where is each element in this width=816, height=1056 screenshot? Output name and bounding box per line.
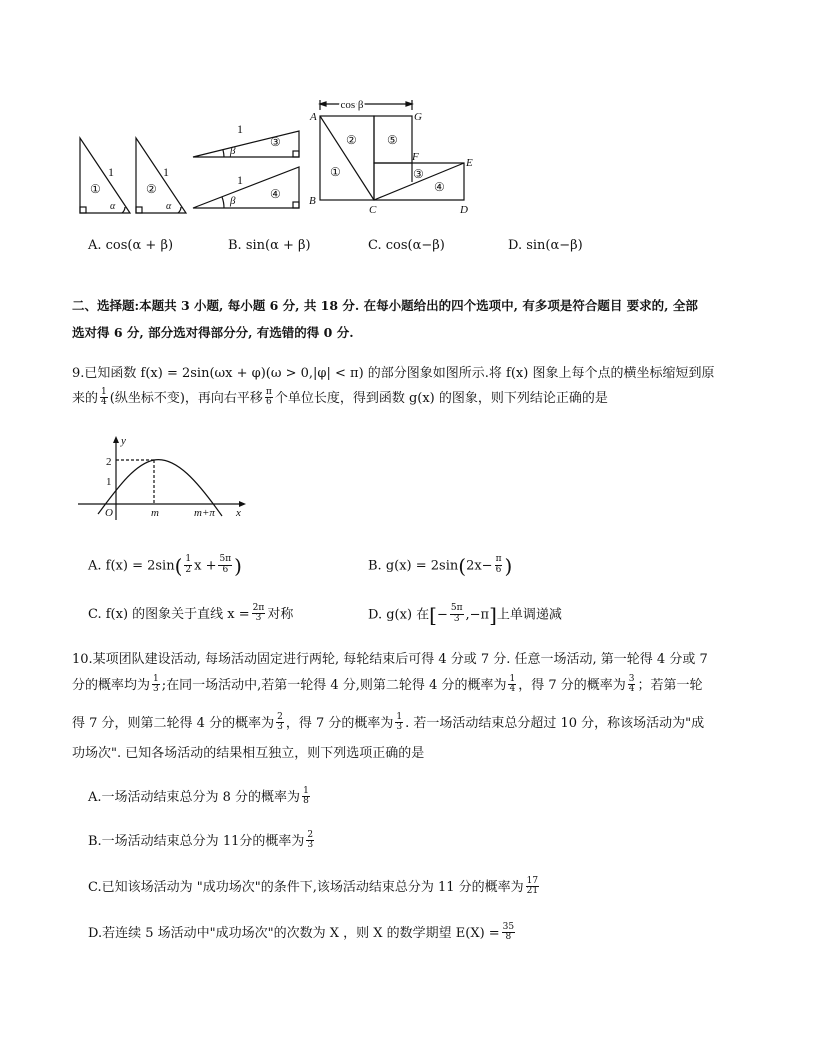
frac-den: 4: [509, 684, 516, 694]
frac-5pi3: [450, 604, 464, 624]
frac: [302, 787, 310, 807]
frac-den: 8: [303, 796, 309, 806]
region-3: ③: [413, 167, 424, 181]
frac-den: 3: [396, 722, 403, 732]
frac-den: 3: [453, 613, 460, 624]
q9-line2-b: (纵坐标不变)，再向右平移: [109, 391, 263, 406]
point-g: G: [414, 111, 422, 123]
frac: [152, 675, 160, 695]
paren-close: ): [234, 554, 242, 578]
q10-line3: [72, 712, 704, 733]
frac-pi6: [495, 555, 503, 575]
frac: [395, 713, 403, 733]
frac-num: 1: [303, 785, 309, 796]
q10-a-text: A.一场活动结束总分为 8 分的概率为: [88, 790, 301, 805]
dim-label: cos β: [340, 99, 364, 111]
frac-num: 3: [628, 673, 635, 684]
t2-side: 1: [163, 165, 169, 179]
bracket-close: ]: [489, 603, 497, 627]
t3-num: ③: [270, 135, 281, 149]
frac: [502, 923, 515, 943]
q10-c-text: C.已知该场活动为 "成功场次"的条件下,该场活动结束总分为 11 分的概率为: [88, 880, 524, 895]
q10-l3-b: ，得 7 分的概率为: [285, 716, 394, 731]
frac-den: 3: [307, 840, 314, 850]
q9-line2: [72, 387, 608, 408]
t4-num: ④: [270, 187, 281, 201]
t3-angle: β: [230, 145, 236, 157]
triangle-3: [193, 131, 299, 157]
frac-den: 8: [505, 932, 512, 942]
q9-a-prefix: A. f(x) = 2sin: [88, 558, 175, 574]
q9-option-d: D. g(x) 在[− $\frac{5\pi}{3}$ ,−π]上单调递减: [368, 603, 562, 627]
q10-line1: 10.某项团队建设活动, 每场活动固定进行两轮, 每轮结束后可得 4 分或 7 分. 任意一场活动, 第一轮得 4 分或 7: [72, 652, 708, 667]
frac-num: 2: [307, 829, 314, 840]
frac-den: 3: [255, 613, 262, 623]
point-f: F: [412, 151, 419, 163]
graph-y-label: y: [121, 435, 126, 447]
q9-option-b: [368, 554, 512, 578]
frac-num: π: [495, 554, 502, 565]
q10-l2-b: ;在同一场活动中,若第一轮得 4 分,则第二轮得 4 分的概率为: [161, 678, 507, 693]
q10-line2: [72, 674, 703, 695]
frac-5pi6: [218, 555, 232, 575]
frac-den: 6: [266, 397, 272, 407]
q10-line4: 功场次". 已知各场活动的结果相互独立，则下列选项正确的是: [72, 746, 425, 761]
q10-option-d: [88, 922, 517, 943]
region-2: ②: [346, 133, 357, 147]
q8-option-a: A. cos(α + β): [88, 238, 174, 253]
frac-num: 5π: [450, 603, 463, 614]
t4-side: 1: [237, 173, 243, 187]
frac-num: 1: [396, 711, 403, 722]
point-d: D: [460, 204, 468, 216]
t2-num: ②: [146, 182, 157, 196]
section2-line2: 选对得 6 分, 部分选对得部分分, 有选错的得 0 分.: [72, 325, 354, 340]
q9-d-a: D. g(x) 在: [368, 607, 430, 623]
frac-den: 4: [101, 397, 107, 407]
frac-num: 2π: [252, 602, 265, 613]
frac-den: 2: [185, 564, 192, 575]
frac-den: 6: [222, 564, 229, 575]
t1-angle: α: [110, 201, 116, 212]
sine-graph: [76, 432, 252, 522]
frac-num: 5π: [219, 554, 232, 565]
paren-open: (: [458, 554, 467, 578]
q10-b-text: B.一场活动结束总分为 11分的概率为: [88, 834, 305, 849]
t2-angle: α: [166, 201, 172, 212]
frac: [508, 675, 516, 695]
graph-x-label: x: [236, 507, 241, 519]
paren-open: (: [174, 554, 183, 578]
graph-tick-1: 1: [106, 476, 112, 488]
frac-den: 3: [277, 722, 283, 732]
frac-half: [184, 555, 192, 575]
bracket-open: [: [429, 603, 437, 627]
point-a: A: [310, 111, 317, 123]
frac-num: 1: [101, 386, 107, 397]
frac: [276, 713, 284, 733]
region-1: ①: [330, 165, 341, 179]
q9-line2-c: 个单位长度，得到函数 g(x) 的图象，则下列结论正确的是: [274, 391, 608, 406]
region-4: ④: [434, 180, 445, 194]
frac-num: 1: [509, 673, 516, 684]
frac-num: 17: [526, 875, 539, 886]
q9-option-a: [88, 554, 242, 578]
q10-l3-c: . 若一场活动结束总分超过 10 分，称该场活动为"成: [405, 716, 705, 731]
frac: [628, 675, 636, 695]
q10-d-text: D.若连续 5 场活动中"成功场次"的次数为 X ，则 X 的数学期望 E(X) =: [88, 926, 500, 941]
frac-den: 21: [526, 886, 539, 896]
paren-close: ): [504, 554, 513, 578]
q9-b-prefix: B. g(x) = 2sin: [368, 558, 459, 574]
point-c: C: [369, 204, 377, 216]
q8-option-d: D. sin(α−β): [508, 238, 583, 253]
frac-den: 6: [495, 564, 502, 575]
triangle-2: [136, 138, 186, 213]
point-e: E: [466, 157, 473, 169]
frac-num: π: [265, 386, 272, 397]
q10-l2-a: 分的概率均为: [72, 678, 151, 693]
t1-side: 1: [108, 165, 114, 179]
q10-option-c: [88, 876, 541, 897]
frac-num: 1: [153, 673, 159, 684]
q10-l2-d: ；若第一轮: [637, 678, 703, 693]
point-b: B: [309, 195, 316, 207]
frac-2pi3: [252, 604, 266, 624]
t1-num: ①: [90, 182, 101, 196]
q8-option-c: C. cos(α−β): [368, 238, 445, 253]
graph-tick-mpi: m+π: [194, 507, 215, 519]
frac-num: 35: [502, 921, 515, 932]
frac: [306, 831, 314, 851]
t4-angle: β: [230, 195, 236, 207]
q10-l3-a: 得 7 分，则第二轮得 4 分的概率为: [72, 716, 275, 731]
trig-figure: [70, 96, 490, 218]
region-5: ⑤: [387, 133, 398, 147]
frac-num: 2: [277, 711, 283, 722]
q9-a-inner: x +: [194, 558, 217, 574]
triangle-1: [80, 138, 130, 213]
q9-c-b: 对称: [267, 607, 294, 622]
q9-d-c: 上单调递减: [496, 607, 562, 623]
q10-l2-c: ，得 7 分的概率为: [518, 678, 626, 693]
graph-tick-2: 2: [106, 456, 112, 468]
q10-option-b: [88, 830, 316, 851]
q9-c-a: C. f(x) 的图象关于直线 x =: [88, 607, 250, 622]
graph-tick-m: m: [151, 507, 159, 519]
t3-side: 1: [237, 122, 243, 136]
q9-frac-pi6: [265, 388, 273, 408]
frac-den: 3: [153, 684, 159, 694]
q9-line2-a: 来的: [72, 391, 99, 406]
q10-option-a: [88, 786, 312, 807]
q8-option-b: B. sin(α + β): [228, 238, 311, 253]
graph-origin: O: [105, 507, 113, 519]
q9-b-inner: 2x−: [466, 558, 493, 574]
section2-line1: 二、选择题:本题共 3 小题, 每小题 6 分, 共 18 分. 在每小题给出的四个选项中, 有多项是符合题目 要求的, 全部: [72, 298, 698, 313]
q9-line1: 9.已知函数 f(x) = 2sin(ωx + φ)(ω > 0,|φ| < π) 的部分图象如图所示.将 f(x) 图象上每个点的横坐标缩短到原: [72, 366, 715, 381]
frac-num: 1: [185, 554, 192, 565]
frac-den: 4: [628, 684, 635, 694]
q9-d-b: ,−π: [465, 607, 490, 623]
triangle-4: [193, 167, 299, 208]
q9-frac-quarter: [100, 388, 108, 408]
frac: [526, 877, 539, 897]
q9-option-c: [88, 603, 293, 624]
